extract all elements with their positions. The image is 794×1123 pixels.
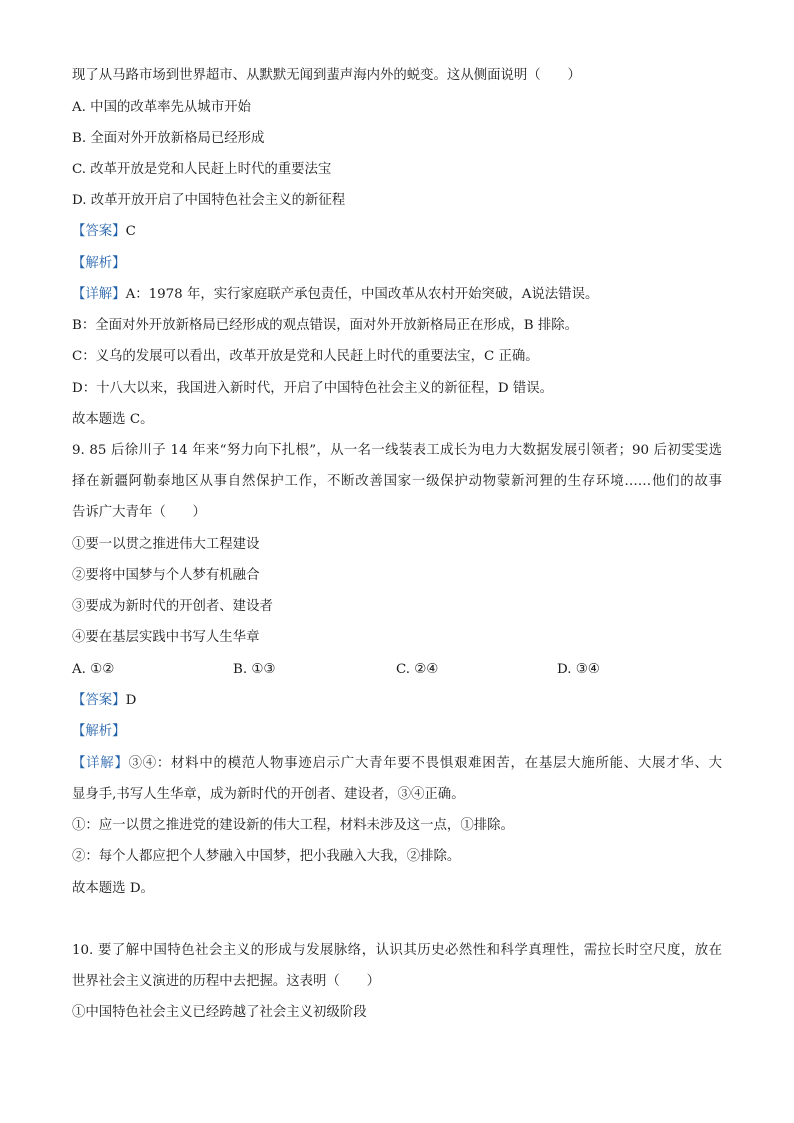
q8-option-d: D. 改革开放开启了中国特色社会主义的新征程 [72, 193, 346, 208]
q8-detail-first: 【详解】A：1978 年，实行家庭联产承包责任，中国改革从农村开始突破，A说法错误。 [72, 287, 599, 302]
q9-stem-line-3: 告诉广大青年（ ） [72, 505, 206, 520]
q9-statement-1: ①要一以贯之推进伟大工程建设 [72, 537, 260, 552]
q9-choice-b: B. ①③ [233, 662, 276, 677]
q8-detail-b: B：全面对外开放新格局已经形成的观点错误，面对外开放新格局正在形成，B 排除。 [72, 318, 578, 333]
q8-analysis-label: 【解析】 [72, 256, 126, 271]
q10-statement-1: ①中国特色社会主义已经跨越了社会主义初级阶段 [72, 1005, 367, 1020]
q9-answer-label: 【答案】 [72, 693, 126, 708]
q9-analysis-label: 【解析】 [72, 724, 126, 739]
q8-answer-label: 【答案】 [72, 224, 126, 239]
q8-detail-c: C：义乌的发展可以看出，改革开放是党和人民赶上时代的重要法宝，C 正确。 [72, 349, 539, 364]
q10-stem-line-2: 世界社会主义演进的历程中去把握。这表明（ ） [72, 974, 380, 989]
q8-option-c: C. 改革开放是党和人民赶上时代的重要法宝 [72, 162, 332, 177]
q8-detail-d: D：十八大以来，我国进入新时代，开启了中国特色社会主义的新征程，D 错误。 [72, 381, 554, 396]
q9-detail-line-2: 显身手,书写人生华章，成为新时代的开创者、建设者，③④正确。 [72, 787, 465, 802]
q8-option-a: A. 中国的改革率先从城市开始 [72, 100, 251, 115]
q8-stem-tail: 现了从马路市场到世界超市、从默默无闻到蜚声海内外的蜕变。这从侧面说明（ ） [72, 68, 581, 83]
q9-detail-first: 【详解】③④：材料中的模范人物事迹启示广大青年要不畏惧艰难困苦，在基层大施所能、大展才华、大 [72, 756, 723, 771]
q9-statement-2: ②要将中国梦与个人梦有机融合 [72, 568, 260, 583]
q9-detail-line-3: ①：应一以贯之推进党的建设新的伟大工程，材料未涉及这一点，①排除。 [72, 818, 514, 833]
q9-stem-line-2: 择在新疆阿勒泰地区从事自然保护工作，不断改善国家一级保护动物蒙新河狸的生存环境……他们的故事 [72, 474, 722, 489]
q8-answer-row [72, 222, 722, 242]
q10-stem-line-1: 10. 要了解中国特色社会主义的形成与发展脉络，认识其历史必然性和科学真理性，需拉长时空尺度，放在 [72, 943, 722, 958]
q9-statement-4: ④要在基层实践中书写人生华章 [72, 630, 260, 645]
q8-option-b: B. 全面对外开放新格局已经形成 [72, 131, 265, 146]
q9-answer-value: D [125, 693, 137, 708]
q9-choice-c: C. ②④ [396, 662, 439, 677]
q9-conclusion: 故本题选 D。 [72, 881, 154, 896]
q9-statement-3: ③要成为新时代的开创者、建设者 [72, 599, 273, 614]
q8-conclusion: 故本题选 C。 [72, 412, 154, 427]
q9-choice-a: A. ①② [72, 662, 115, 677]
q8-detail-label: 【详解】 [72, 287, 126, 302]
q9-choice-d: D. ③④ [557, 662, 600, 677]
q9-detail-label: 【详解】 [72, 756, 129, 771]
q9-stem-line-1: 9. 85 后徐川子 14 年来“努力向下扎根”，从一名一线装表工成长为电力大数据发展引领者；90 后初雯雯选 [72, 443, 722, 458]
q9-answer-row [72, 691, 722, 711]
q8-answer-value: C [125, 224, 136, 239]
q9-detail-line-4: ②：每个人都应把个人梦融入中国梦，把小我融入大我，②排除。 [72, 849, 461, 864]
